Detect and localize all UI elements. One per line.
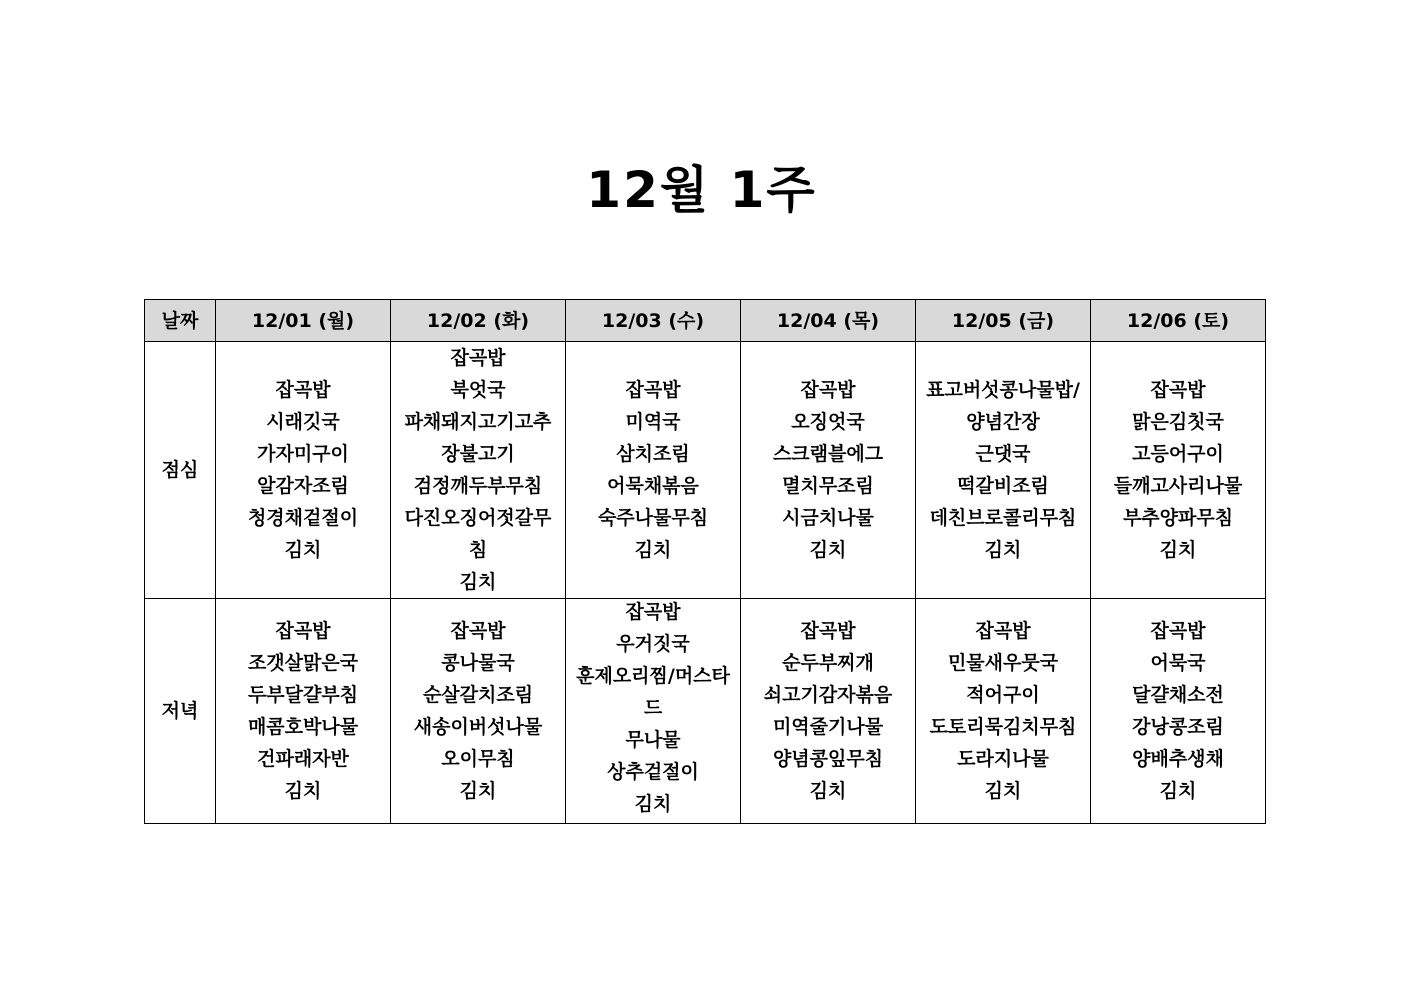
- dish-item: 김치: [809, 539, 847, 561]
- meal-table: [144, 299, 1266, 824]
- dish-item: 매콤호박나물: [247, 716, 359, 738]
- dish-item: 잡곡밥: [1150, 379, 1206, 401]
- dish-item: 미역국: [625, 411, 681, 433]
- dish-item: 스크램블에그: [772, 443, 884, 465]
- dish-list: [566, 374, 740, 566]
- dish-item: 민물새우뭇국: [947, 652, 1059, 674]
- dish-item: 어묵채볶음: [607, 475, 699, 497]
- dish-item: 김치: [1159, 539, 1197, 561]
- day-header: 12/05 (금): [916, 300, 1091, 342]
- dish-list: [741, 374, 915, 566]
- dish-list: [216, 615, 390, 807]
- dish-item: 숙주나물무침: [597, 507, 709, 529]
- dish-item: 잡곡밥: [625, 601, 681, 623]
- dish-item: 양념콩잎무침: [772, 748, 884, 770]
- menu-cell: [741, 599, 916, 824]
- dish-item: 상추겉절이: [607, 761, 699, 783]
- dish-item: 무나물: [625, 729, 681, 751]
- dish-item: 장불고기: [441, 443, 515, 465]
- dish-list: [391, 342, 565, 598]
- dish-item: 파채돼지고기고추: [404, 411, 552, 433]
- dish-item: 김치: [984, 539, 1022, 561]
- dish-item: 잡곡밥: [800, 379, 856, 401]
- dish-item: 김치: [984, 780, 1022, 802]
- menu-cell: [391, 599, 566, 824]
- day-header: 12/06 (토): [1091, 300, 1266, 342]
- dish-item: 오징엇국: [791, 411, 865, 433]
- lunch-row: [145, 342, 1266, 599]
- dish-item: 양념간장: [966, 411, 1040, 433]
- day-header: 12/02 (화): [391, 300, 566, 342]
- dish-item: 멸치무조림: [782, 475, 874, 497]
- dish-item: 시래깃국: [266, 411, 340, 433]
- dish-item: 김치: [284, 780, 322, 802]
- menu-cell: [1091, 342, 1266, 599]
- dish-item: 부추양파무침: [1122, 507, 1234, 529]
- dish-item: 조갯살맑은국: [247, 652, 359, 674]
- dish-item: 잡곡밥: [800, 620, 856, 642]
- dish-item: 잡곡밥: [450, 347, 506, 369]
- dish-item: 도라지나물: [957, 748, 1049, 770]
- meal-label-dinner: 저녁: [145, 599, 216, 824]
- dish-item: 검정깨두부무침: [413, 475, 543, 497]
- day-header: 12/04 (목): [741, 300, 916, 342]
- dish-list: [741, 615, 915, 807]
- dish-item: 새송이버섯나물: [413, 716, 543, 738]
- dish-item: 양배추생채: [1132, 748, 1224, 770]
- dish-item: 가자미구이: [257, 443, 349, 465]
- dish-item: 맑은김칫국: [1132, 411, 1224, 433]
- dish-item: 표고버섯콩나물밥/: [926, 379, 1080, 401]
- dish-item: 잡곡밥: [1150, 620, 1206, 642]
- dish-item: 훈제오리찜/머스타: [576, 665, 730, 687]
- dish-list: [216, 374, 390, 566]
- dish-item: 콩나물국: [441, 652, 515, 674]
- dish-item: 김치: [634, 539, 672, 561]
- dish-list: [916, 374, 1090, 566]
- dish-item: 데친브로콜리무침: [929, 507, 1077, 529]
- dish-item: 잡곡밥: [975, 620, 1031, 642]
- dish-item: 달걀채소전: [1132, 684, 1224, 706]
- dish-item: 건파래자반: [257, 748, 349, 770]
- dish-item: 김치: [634, 793, 672, 815]
- dish-item: 어묵국: [1150, 652, 1206, 674]
- day-header: 12/03 (수): [566, 300, 741, 342]
- dish-item: 김치: [459, 571, 497, 593]
- dish-item: 김치: [459, 780, 497, 802]
- date-header: 날짜: [145, 300, 216, 342]
- dish-item: 김치: [284, 539, 322, 561]
- menu-cell: [741, 342, 916, 599]
- dish-item: 잡곡밥: [450, 620, 506, 642]
- dish-item: 시금치나물: [782, 507, 874, 529]
- dish-list: [916, 615, 1090, 807]
- dish-item: 침: [468, 539, 488, 561]
- dish-item: 근댓국: [975, 443, 1031, 465]
- dish-item: 알감자조림: [257, 475, 349, 497]
- dish-item: 잡곡밥: [275, 379, 331, 401]
- dish-item: 삼치조림: [616, 443, 690, 465]
- menu-cell: [566, 342, 741, 599]
- dish-item: 순두부찌개: [782, 652, 874, 674]
- menu-cell: [1091, 599, 1266, 824]
- menu-cell: [391, 342, 566, 599]
- menu-cell: [916, 342, 1091, 599]
- dish-item: 우거짓국: [616, 633, 690, 655]
- page-title: 12월 1주: [586, 161, 817, 219]
- menu-cell: [216, 342, 391, 599]
- menu-cell: [916, 599, 1091, 824]
- dish-item: 떡갈비조림: [957, 475, 1049, 497]
- dish-item: 오이무침: [441, 748, 515, 770]
- dish-list: [1091, 615, 1265, 807]
- dish-item: 강낭콩조림: [1132, 716, 1224, 738]
- meal-label-lunch: 점심: [145, 342, 216, 599]
- menu-cell: [216, 599, 391, 824]
- dish-list: [391, 615, 565, 807]
- dinner-row: [145, 599, 1266, 824]
- dish-item: 고등어구이: [1132, 443, 1224, 465]
- dish-item: 도토리묵김치무침: [929, 716, 1077, 738]
- dish-item: 다진오징어젓갈무: [404, 507, 552, 529]
- dish-item: 적어구이: [966, 684, 1040, 706]
- dish-item: 잡곡밥: [275, 620, 331, 642]
- dish-item: 들깨고사리나물: [1113, 475, 1243, 497]
- dish-list: [1091, 374, 1265, 566]
- dish-item: 잡곡밥: [625, 379, 681, 401]
- dish-item: 북엇국: [450, 379, 506, 401]
- dish-item: 순살갈치조림: [422, 684, 534, 706]
- dish-item: 김치: [1159, 780, 1197, 802]
- dish-item: 드: [643, 697, 663, 719]
- dish-item: 두부달걀부침: [247, 684, 359, 706]
- header-row: [145, 300, 1266, 342]
- dish-item: 쇠고기감자볶음: [763, 684, 893, 706]
- dish-item: 미역줄기나물: [772, 716, 884, 738]
- dish-item: 청경채겉절이: [247, 507, 359, 529]
- dish-list: [566, 599, 740, 821]
- dish-item: 김치: [809, 780, 847, 802]
- day-header: 12/01 (월): [216, 300, 391, 342]
- menu-cell: [566, 599, 741, 824]
